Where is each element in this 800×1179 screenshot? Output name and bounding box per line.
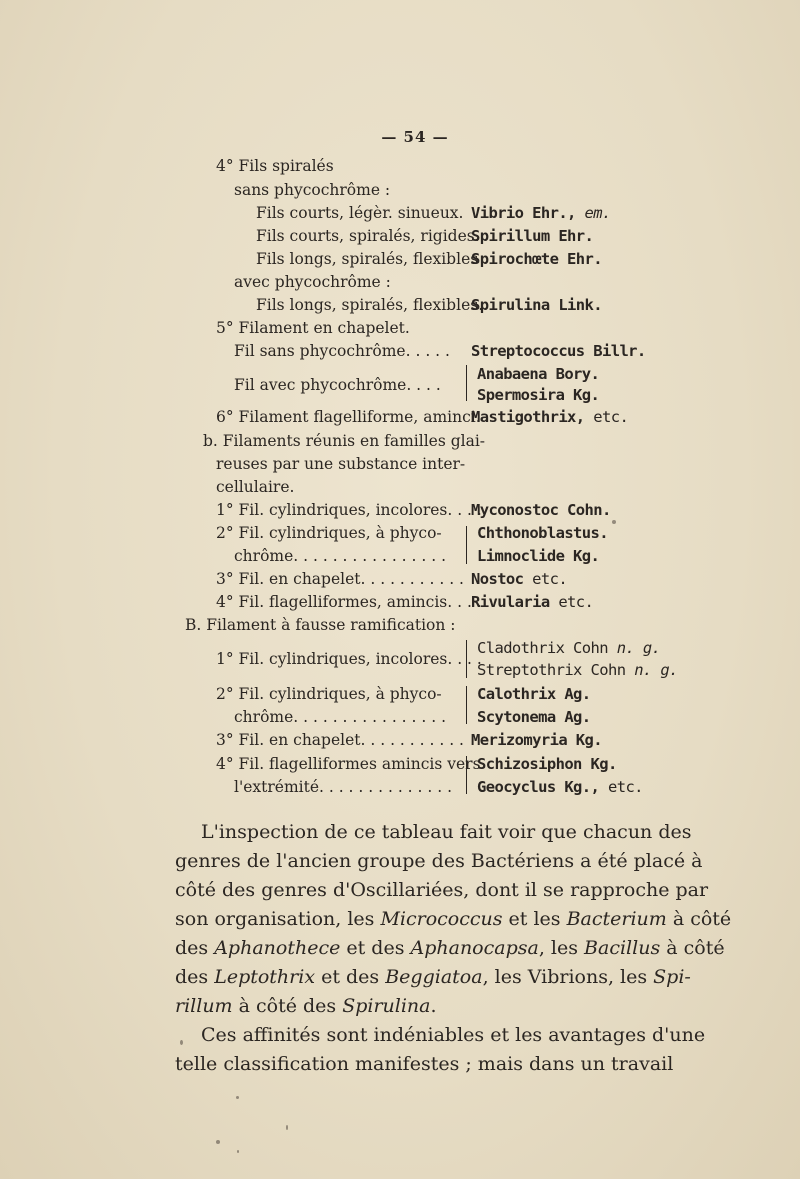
- ink-speck: [612, 520, 616, 524]
- table-row-left: l'extrémité. . . . . . . . . . . . . .: [234, 778, 453, 796]
- genus-name: Geocyclus Kg.,: [477, 778, 600, 796]
- table-row-left: Fil avec phycochrôme. . . .: [234, 376, 441, 394]
- genus-italic: Micrococcus: [380, 908, 503, 930]
- text-run: à côté: [666, 908, 732, 930]
- table-row-left: 3° Fil. en chapelet. . . . . . . . . . .: [216, 731, 464, 749]
- table-row-right: [477, 638, 660, 658]
- text-run: à côté: [660, 937, 725, 959]
- genus-name: Nostoc: [471, 570, 524, 588]
- table-row-left: Fils courts, spiralés, rigides.: [256, 227, 480, 245]
- genus-italic: Beggiatoa: [385, 966, 483, 988]
- genus-name: Rivularia: [471, 593, 550, 611]
- table-row-left: 4° Fil. flagelliformes, amincis. . . .: [216, 593, 482, 611]
- table-row-right: Merizomyria Kg.: [471, 731, 602, 749]
- paragraph-line: [175, 963, 691, 992]
- paragraph-line: Ces affinités sont indéniables et les avantages d'une: [201, 1024, 706, 1046]
- table-row-left: chrôme. . . . . . . . . . . . . . . .: [234, 708, 447, 726]
- ink-speck: [236, 1096, 239, 1099]
- genus-italic: rillum: [175, 995, 233, 1017]
- table-row-right: Spermosira Kg.: [477, 386, 600, 404]
- text-run: .: [430, 995, 437, 1017]
- genus-italic: Aphanothece: [214, 937, 341, 959]
- table-row-left: 4° Fils spiralés: [216, 157, 334, 175]
- genus-name: Vibrio Ehr.,: [471, 204, 576, 222]
- table-row-right: [471, 592, 593, 612]
- text-run: et des: [340, 937, 411, 959]
- table-row-right: Myconostoc Cohn.: [471, 501, 611, 519]
- table-row-left: 1° Fil. cylindriques, incolores. . . .: [216, 650, 482, 668]
- brace: [466, 756, 473, 794]
- text-run: et des: [315, 966, 386, 988]
- paragraph-line: [175, 992, 670, 1021]
- genus-note: etc.: [532, 570, 568, 588]
- genus-note: etc.: [558, 593, 594, 611]
- table-row-left: reuses par une substance inter-: [216, 455, 466, 473]
- paragraph-line: telle classification manifestes ; mais dans un travail: [175, 1053, 674, 1075]
- paragraph-line: L'inspection de ce tableau fait voir que chacun des: [201, 821, 692, 843]
- table-row-left: 6° Filament flagelliforme, aminci.: [216, 408, 481, 426]
- genus-note: etc.: [593, 408, 629, 426]
- table-row-right: [477, 660, 678, 680]
- table-row-left: Fils longs, spiralés, flexibles.: [256, 296, 484, 314]
- table-row-left: B. Filament à fausse ramification :: [185, 616, 456, 634]
- genus-italic: Bacterium: [566, 908, 667, 930]
- ink-speck: [180, 1040, 183, 1045]
- table-row-left: 1° Fil. cylindriques, incolores. . . .: [216, 501, 482, 519]
- genus-italic: Spi-: [653, 966, 691, 988]
- genus-name: Cladothrix Cohn: [477, 639, 608, 657]
- brace: [466, 686, 473, 724]
- text-run: son organisation, les: [175, 908, 381, 930]
- table-row-left: 5° Filament en chapelet.: [216, 319, 410, 337]
- text-run: des: [175, 937, 215, 959]
- paragraph-line: [175, 905, 732, 934]
- genus-name: Streptothrix Cohn: [477, 661, 626, 679]
- brace: [466, 640, 473, 678]
- paragraph-line: [175, 934, 725, 963]
- ink-speck: [237, 1150, 239, 1153]
- table-row-right: Spirulina Link.: [471, 296, 602, 314]
- table-row-right: Anabaena Bory.: [477, 365, 600, 383]
- table-row-left: 2° Fil. cylindriques, à phyco-: [216, 524, 442, 542]
- genus-italic: Spirulina: [342, 995, 431, 1017]
- table-row-right: Limnoclide Kg.: [477, 547, 600, 565]
- text-run: des: [175, 966, 215, 988]
- genus-italic: Leptothrix: [214, 966, 316, 988]
- table-row-right: [471, 407, 628, 427]
- genus-name: Mastigothrix,: [471, 408, 585, 426]
- genus-note: n. g.: [616, 639, 661, 657]
- genus-italic: Aphanocapsa: [410, 937, 539, 959]
- table-row-right: Spirillum Ehr.: [471, 227, 594, 245]
- genus-italic: Bacillus: [584, 937, 661, 959]
- table-row-left: b. Filaments réunis en familles glai-: [203, 432, 486, 450]
- table-row-left: 4° Fil. flagelliformes amincis vers: [216, 755, 481, 773]
- table-row-left: chrôme. . . . . . . . . . . . . . . .: [234, 547, 447, 565]
- table-row-right: Schizosiphon Kg.: [477, 755, 617, 773]
- table-row-right: Streptococcus Billr.: [471, 342, 646, 360]
- table-row-right: [471, 569, 567, 589]
- table-row-left: Fils courts, légèr. sinueux.: [256, 204, 464, 222]
- table-row-right: [471, 203, 611, 223]
- text-run: à côté des: [232, 995, 343, 1017]
- text-run: , les: [538, 937, 585, 959]
- table-row-left: 2° Fil. cylindriques, à phyco-: [216, 685, 442, 703]
- table-row-left: 3° Fil. en chapelet. . . . . . . . . . .: [216, 570, 464, 588]
- table-row-left: Fils longs, spiralés, flexibles: [256, 250, 479, 268]
- page-number: — 54 —: [381, 128, 449, 146]
- table-row-left: Fil sans phycochrôme. . . . .: [234, 342, 450, 360]
- genus-note: em.: [584, 204, 611, 222]
- ink-speck: [286, 1125, 288, 1130]
- genus-note: n. g.: [634, 661, 678, 679]
- table-row-right: Scytonema Ag.: [477, 708, 591, 726]
- table-row-right: [477, 777, 643, 797]
- text-run: , les Vibrions, les: [482, 966, 654, 988]
- genus-note: etc.: [607, 778, 643, 796]
- ink-speck: [216, 1140, 220, 1144]
- brace: [466, 526, 473, 564]
- table-row-right: Spirochœte Ehr.: [471, 250, 602, 268]
- paragraph-line: côté des genres d'Oscillariées, dont il se rapproche par: [175, 879, 709, 901]
- table-row-left: sans phycochrôme :: [234, 181, 391, 199]
- brace: [466, 365, 473, 401]
- table-row-right: Calothrix Ag.: [477, 685, 591, 703]
- table-row-left: cellulaire.: [216, 478, 295, 496]
- table-row-left: avec phycochrôme :: [234, 273, 391, 291]
- paragraph-line: genres de l'ancien groupe des Bactériens a été placé à: [175, 850, 703, 872]
- table-row-right: Chthonoblastus.: [477, 524, 608, 542]
- text-run: et les: [502, 908, 567, 930]
